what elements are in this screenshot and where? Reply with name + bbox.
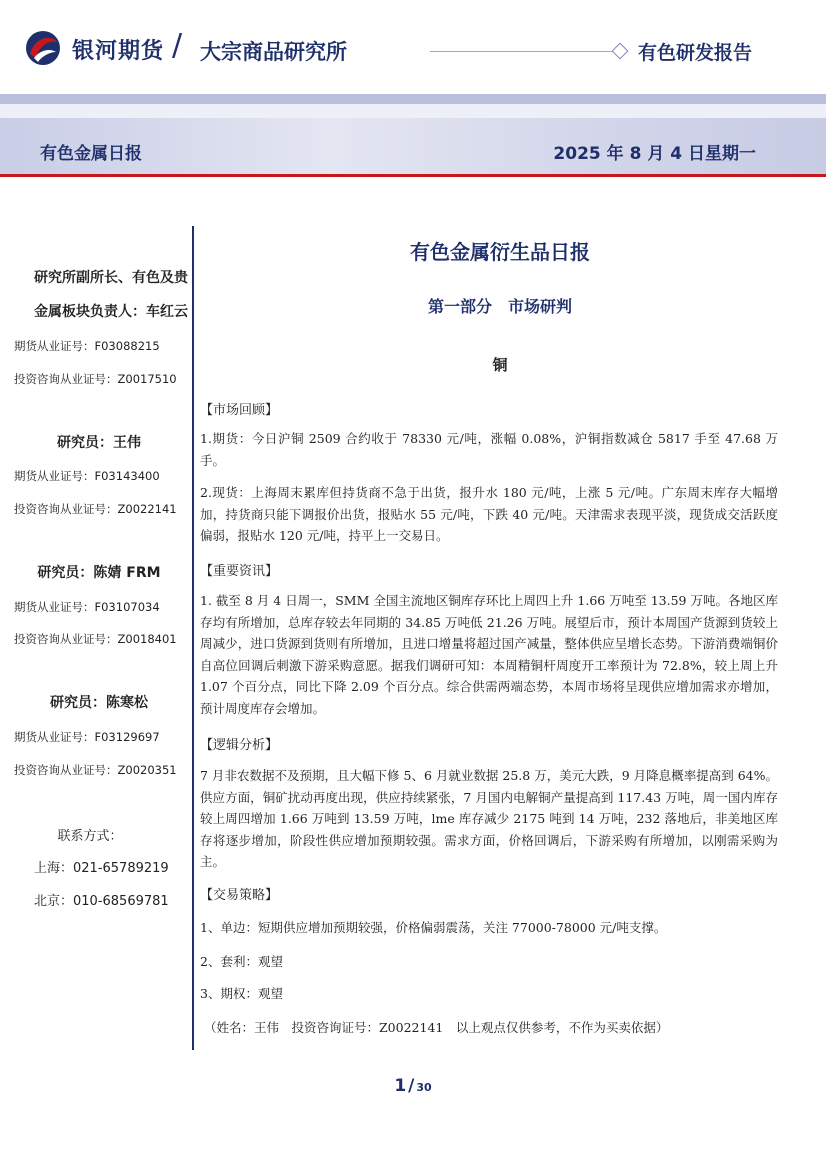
section-logic-analysis: 【逻辑分析】 — [200, 738, 279, 753]
total-pages: 30 — [416, 1081, 432, 1094]
analyst3-role: 研究员：陈婧 FRM — [37, 565, 161, 581]
analyst1-role-line2: 金属板块负责人：车红云 — [34, 304, 188, 320]
analyst1-role-line1: 研究所副所长、有色及贵 — [34, 270, 188, 286]
part-title: 第一部分 市场研判 — [427, 297, 572, 316]
brand-name: 银河期货 — [72, 39, 165, 64]
title-band-red-rule — [0, 174, 826, 177]
section-key-news: 【重要资讯】 — [200, 564, 279, 579]
document-title: 有色金属衍生品日报 — [410, 240, 590, 264]
report-type: 有色研发报告 — [638, 42, 753, 64]
analyst4-advisory-license: 投资咨询从业证号：Z0020351 — [14, 763, 177, 777]
page-separator: / — [408, 1076, 415, 1096]
section-trading-strategy: 【交易策略】 — [200, 888, 279, 903]
contact-label: 联系方式： — [57, 829, 123, 844]
report-header — [0, 0, 826, 94]
galaxy-logo-icon — [24, 28, 62, 68]
analyst2-futures-license: 期货从业证号：F03143400 — [14, 469, 160, 483]
institute-name: 大宗商品研究所 — [200, 40, 347, 64]
analyst2-advisory-license: 投资咨询从业证号：Z0022141 — [14, 502, 177, 516]
paragraph-logic: 7 月非农数据不及预期，且大幅下修 5、6 月就业数据 25.8 万，美元大跌，9 月降息概率提高到 64%。供应方面，铜矿扰动再度出现，供应持续紧张，7 月国内电解铜产量提高到 117.43 万吨，周一国内库存较上周四增加 1.66 万吨到 13.59 万吨，lme 库存减少 2175 吨到 14 万吨，232 落地后，非美地区库存将逐步增加，阶段性供应增加预期较强。需求方面，价格回调后，下游采购有所增加，以刚需采购为主。 — [200, 768, 778, 869]
analyst4-futures-license: 期货从业证号：F03129697 — [14, 730, 160, 744]
band-title: 有色金属日报 — [40, 144, 142, 164]
metal-heading: 铜 — [492, 356, 508, 374]
strategy-arbitrage: 2、套利：观望 — [200, 954, 283, 969]
paragraph-futures: 1.期货：今日沪铜 2509 合约收于 78330 元/吨，涨幅 0.08%，沪铜指数减仓 5817 手至 47.68 万手。 — [200, 431, 778, 468]
analyst1-advisory-license: 投资咨询从业证号：Z0017510 — [14, 372, 177, 386]
current-page: 1 — [394, 1076, 407, 1096]
paragraph-news: 1. 截至 8 月 4 日周一，SMM 全国主流地区铜库存环比上周四上升 1.66 万吨至 13.59 万吨。各地区库存均有所增加，总库存较去年同期的 34.85 万吨低 21.26 万吨。展望后市，预计本周国产货源到货较上周减少，进口货源到货则有所增加，且进口增量将超过国产减量，整体供应呈增长态势。下游消费端铜价自高位回调后刺激下游采购意愿。据我们调研可知：本周精铜杆周度开工率预计为 72.8%，较上周上升 1.07 个百分点，同比下降 2.09 个百分点。综合供需两端态势，本周市场将呈现供应增加需求亦增加，预计周度库存会增加。 — [200, 593, 778, 716]
header-band-gap — [0, 104, 826, 118]
strategy-options: 3、期权：观望 — [200, 986, 283, 1001]
sidebar-divider — [192, 226, 194, 1050]
shanghai-phone: 上海：021-65789219 — [34, 861, 169, 876]
band-date: 2025 年 8 月 4 日星期一 — [553, 144, 756, 164]
paragraph-spot: 2.现货：上海周末累库但持货商不急于出货，报升水 180 元/吨，上涨 5 元/吨。广东周末库存大幅增加，持货商只能下调报价出货，报贴水 55 元/吨，下跌 40 元/吨。天津需求表现平淡，现货成交活跃度偏弱，报贴水 120 元/吨，持平上一交易日。 — [200, 485, 778, 543]
analyst3-advisory-license: 投资咨询从业证号：Z0018401 — [14, 632, 177, 646]
strategy-directional: 1、单边：短期供应增加预期较强，价格偏弱震荡，关注 77000-78000 元/吨支撑。 — [200, 920, 667, 935]
header-decoration-line — [430, 51, 620, 52]
page-footer — [0, 1076, 826, 1096]
diamond-icon — [612, 43, 629, 60]
analyst4-role: 研究员：陈寒松 — [50, 695, 148, 711]
header-band-top — [0, 94, 826, 104]
author-disclaimer: （姓名：王伟 投资咨询证号：Z0022141 以上观点仅供参考，不作为买卖依据） — [204, 1020, 669, 1035]
section-market-review: 【市场回顾】 — [200, 403, 279, 418]
beijing-phone: 北京：010-68569781 — [34, 894, 169, 909]
analyst1-futures-license: 期货从业证号：F03088215 — [14, 339, 160, 353]
analyst2-role: 研究员：王伟 — [57, 435, 141, 451]
analyst3-futures-license: 期货从业证号：F03107034 — [14, 600, 160, 614]
header-separator: / — [172, 28, 183, 63]
